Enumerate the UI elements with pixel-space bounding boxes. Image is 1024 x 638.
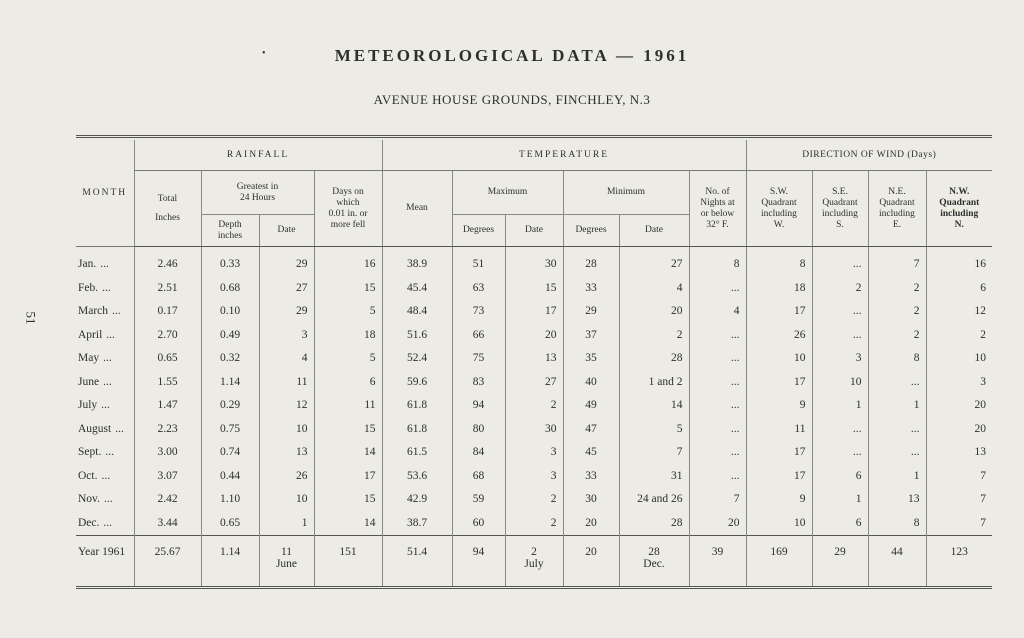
cell-mean: 61.8 — [382, 394, 452, 418]
cell-depth: 0.49 — [201, 323, 259, 347]
cell-nw: 6 — [926, 276, 992, 300]
month-leader-dots: ... — [106, 328, 115, 341]
cell-ne: 2 — [868, 276, 926, 300]
cell-nights: ... — [689, 441, 746, 465]
cell-total: 3.07 — [134, 464, 201, 488]
cell-min-degrees: 35 — [563, 347, 619, 371]
header-days-fell: Days on which 0.01 in. or more fell — [314, 171, 382, 247]
header-rainfall: RAINFALL — [134, 140, 382, 171]
month-label: March — [78, 305, 109, 318]
cell-max-degrees: 60 — [452, 511, 505, 535]
cell-mean: 61.8 — [382, 417, 452, 441]
month-leader-dots: ... — [103, 493, 113, 506]
cell-nw: 20 — [926, 417, 992, 441]
cell-depth: 0.29 — [201, 394, 259, 418]
month-leader-dots: ... — [100, 258, 109, 271]
cell-se: 2 — [812, 276, 868, 300]
year-rain-date: 11 June — [259, 535, 314, 587]
page-subtitle: AVENUE HOUSE GROUNDS, FINCHLEY, N.3 — [373, 92, 651, 107]
cell-min-date: 24 and 26 — [619, 488, 689, 512]
cell-mean: 53.6 — [382, 464, 452, 488]
table-row — [76, 300, 992, 324]
month-cell — [76, 417, 134, 441]
cell-sw: 9 — [746, 394, 812, 418]
cell-max-degrees: 94 — [452, 394, 505, 418]
cell-ne: 1 — [868, 464, 926, 488]
year-se: 29 — [812, 535, 868, 587]
cell-max-date: 2 — [505, 511, 563, 535]
table-row — [76, 417, 992, 441]
cell-max-degrees: 84 — [452, 441, 505, 465]
month-leader-dots: ... — [103, 375, 112, 388]
cell-ne: 1 — [868, 394, 926, 418]
header-mean: Mean — [382, 171, 452, 247]
month-cell — [76, 488, 134, 512]
cell-se: 6 — [812, 511, 868, 535]
cell-se: ... — [812, 417, 868, 441]
month-label: June — [78, 375, 100, 388]
cell-nw: 16 — [926, 253, 992, 277]
month-cell — [76, 441, 134, 465]
month-label: April — [78, 328, 103, 341]
header-month: MONTH — [76, 140, 134, 247]
cell-ne: 2 — [868, 323, 926, 347]
cell-days: 17 — [314, 464, 382, 488]
cell-total: 2.46 — [134, 253, 201, 277]
table-row — [76, 394, 992, 418]
cell-min-date: 4 — [619, 276, 689, 300]
month-cell — [76, 511, 134, 535]
cell-mean: 45.4 — [382, 276, 452, 300]
month-leader-dots: ... — [103, 516, 113, 529]
year-mean: 51.4 — [382, 535, 452, 587]
cell-nw: 10 — [926, 347, 992, 371]
cell-se: 1 — [812, 488, 868, 512]
cell-rain-date: 29 — [259, 253, 314, 277]
table-row — [76, 441, 992, 465]
cell-min-degrees: 30 — [563, 488, 619, 512]
header-depth: Depth inches — [201, 215, 259, 247]
cell-rain-date: 4 — [259, 347, 314, 371]
cell-max-date: 15 — [505, 276, 563, 300]
month-label: Jan. — [78, 258, 97, 271]
cell-days: 14 — [314, 511, 382, 535]
month-leader-dots: ... — [101, 399, 110, 412]
cell-min-degrees: 28 — [563, 253, 619, 277]
cell-days: 18 — [314, 323, 382, 347]
cell-max-degrees: 80 — [452, 417, 505, 441]
cell-max-date: 2 — [505, 394, 563, 418]
cell-total: 2.70 — [134, 323, 201, 347]
bullet-mark: • — [262, 48, 266, 59]
cell-depth: 0.65 — [201, 511, 259, 535]
cell-max-date: 2 — [505, 488, 563, 512]
cell-mean: 51.6 — [382, 323, 452, 347]
cell-rain-date: 10 — [259, 417, 314, 441]
cell-rain-date: 1 — [259, 511, 314, 535]
cell-nights: ... — [689, 347, 746, 371]
cell-days: 15 — [314, 417, 382, 441]
header-sw: S.W. Quadrant including W. — [746, 171, 812, 247]
cell-mean: 61.5 — [382, 441, 452, 465]
year-nw: 123 — [926, 535, 992, 587]
cell-depth: 0.44 — [201, 464, 259, 488]
cell-mean: 52.4 — [382, 347, 452, 371]
cell-min-date: 28 — [619, 511, 689, 535]
cell-min-date: 7 — [619, 441, 689, 465]
month-label: May — [78, 352, 100, 365]
header-ne: N.E. Quadrant including E. — [868, 171, 926, 247]
cell-min-date: 1 and 2 — [619, 370, 689, 394]
cell-days: 6 — [314, 370, 382, 394]
cell-min-degrees: 47 — [563, 417, 619, 441]
cell-days: 5 — [314, 347, 382, 371]
cell-max-date: 3 — [505, 464, 563, 488]
year-ne: 44 — [868, 535, 926, 587]
cell-rain-date: 27 — [259, 276, 314, 300]
cell-total: 2.23 — [134, 417, 201, 441]
month-cell — [76, 370, 134, 394]
month-leader-dots: ... — [101, 469, 111, 482]
cell-rain-date: 12 — [259, 394, 314, 418]
cell-sw: 8 — [746, 253, 812, 277]
cell-nw: 7 — [926, 488, 992, 512]
cell-sw: 10 — [746, 347, 812, 371]
cell-ne: 2 — [868, 300, 926, 324]
page-number: 51 — [23, 311, 39, 325]
header-nights: No. of Nights at or below 32° F. — [689, 171, 746, 247]
month-cell — [76, 253, 134, 277]
header-max-date: Date — [505, 215, 563, 247]
cell-nights: ... — [689, 276, 746, 300]
page-title: METEOROLOGICAL DATA — 1961 — [334, 46, 690, 65]
cell-max-degrees: 68 — [452, 464, 505, 488]
month-label: Feb. — [78, 281, 99, 294]
year-days: 151 — [314, 535, 382, 587]
cell-max-degrees: 66 — [452, 323, 505, 347]
table-row — [76, 323, 992, 347]
cell-max-date: 30 — [505, 253, 563, 277]
cell-rain-date: 26 — [259, 464, 314, 488]
cell-min-date: 20 — [619, 300, 689, 324]
cell-sw: 11 — [746, 417, 812, 441]
cell-se: 6 — [812, 464, 868, 488]
month-cell — [76, 347, 134, 371]
month-cell — [76, 464, 134, 488]
month-leader-dots: ... — [103, 352, 112, 365]
cell-nw: 12 — [926, 300, 992, 324]
cell-nw: 3 — [926, 370, 992, 394]
cell-max-date: 17 — [505, 300, 563, 324]
cell-depth: 0.33 — [201, 253, 259, 277]
cell-min-date: 28 — [619, 347, 689, 371]
cell-ne: 8 — [868, 347, 926, 371]
cell-sw: 17 — [746, 370, 812, 394]
header-max-degrees: Degrees — [452, 215, 505, 247]
cell-days: 15 — [314, 276, 382, 300]
cell-ne: ... — [868, 441, 926, 465]
cell-sw: 17 — [746, 441, 812, 465]
cell-max-date: 30 — [505, 417, 563, 441]
cell-min-degrees: 49 — [563, 394, 619, 418]
month-label: Oct. — [78, 469, 98, 482]
cell-max-degrees: 63 — [452, 276, 505, 300]
cell-depth: 0.10 — [201, 300, 259, 324]
year-min-degrees: 20 — [563, 535, 619, 587]
month-cell — [76, 323, 134, 347]
year-depth: 1.14 — [201, 535, 259, 587]
cell-min-degrees: 40 — [563, 370, 619, 394]
cell-nw: 13 — [926, 441, 992, 465]
header-nw: N.W. Quadrant including N. — [926, 171, 992, 247]
cell-max-degrees: 59 — [452, 488, 505, 512]
year-max-date: 2 July — [505, 535, 563, 587]
cell-ne: ... — [868, 370, 926, 394]
cell-nights: 20 — [689, 511, 746, 535]
cell-max-date: 27 — [505, 370, 563, 394]
cell-max-degrees: 73 — [452, 300, 505, 324]
cell-days: 16 — [314, 253, 382, 277]
header-total: Total Inches — [134, 171, 201, 247]
year-min-date: 28 Dec. — [619, 535, 689, 587]
month-leader-dots: ... — [112, 305, 121, 318]
cell-sw: 18 — [746, 276, 812, 300]
cell-min-degrees: 20 — [563, 511, 619, 535]
cell-total: 2.51 — [134, 276, 201, 300]
cell-total: 1.47 — [134, 394, 201, 418]
cell-total: 3.00 — [134, 441, 201, 465]
month-label: August — [78, 422, 112, 435]
header-rain-date: Date — [259, 215, 314, 247]
cell-depth: 0.68 — [201, 276, 259, 300]
cell-mean: 48.4 — [382, 300, 452, 324]
cell-min-date: 27 — [619, 253, 689, 277]
cell-depth: 0.32 — [201, 347, 259, 371]
table-row — [76, 347, 992, 371]
cell-mean: 59.6 — [382, 370, 452, 394]
cell-nw: 20 — [926, 394, 992, 418]
cell-nights: 4 — [689, 300, 746, 324]
cell-max-degrees: 75 — [452, 347, 505, 371]
cell-max-date: 3 — [505, 441, 563, 465]
month-leader-dots: ... — [102, 281, 111, 294]
cell-se: 3 — [812, 347, 868, 371]
cell-rain-date: 11 — [259, 370, 314, 394]
cell-min-degrees: 33 — [563, 464, 619, 488]
month-label: July — [78, 399, 98, 412]
cell-rain-date: 10 — [259, 488, 314, 512]
cell-total: 1.55 — [134, 370, 201, 394]
cell-min-date: 14 — [619, 394, 689, 418]
month-leader-dots: ... — [105, 446, 114, 459]
cell-nights: ... — [689, 323, 746, 347]
cell-ne: 8 — [868, 511, 926, 535]
cell-days: 11 — [314, 394, 382, 418]
header-minimum: Minimum — [563, 171, 689, 215]
month-cell — [76, 300, 134, 324]
cell-nights: ... — [689, 370, 746, 394]
header-min-degrees: Degrees — [563, 215, 619, 247]
month-cell — [76, 394, 134, 418]
cell-total: 0.17 — [134, 300, 201, 324]
year-sw: 169 — [746, 535, 812, 587]
cell-se: ... — [812, 323, 868, 347]
cell-nights: ... — [689, 394, 746, 418]
cell-min-degrees: 37 — [563, 323, 619, 347]
cell-total: 3.44 — [134, 511, 201, 535]
cell-max-degrees: 51 — [452, 253, 505, 277]
cell-ne: 7 — [868, 253, 926, 277]
cell-min-degrees: 33 — [563, 276, 619, 300]
header-min-date: Date — [619, 215, 689, 247]
cell-sw: 9 — [746, 488, 812, 512]
cell-nights: 8 — [689, 253, 746, 277]
cell-ne: ... — [868, 417, 926, 441]
cell-min-date: 2 — [619, 323, 689, 347]
cell-min-date: 5 — [619, 417, 689, 441]
cell-max-degrees: 83 — [452, 370, 505, 394]
year-total: 25.67 — [134, 535, 201, 587]
month-cell — [76, 276, 134, 300]
cell-rain-date: 13 — [259, 441, 314, 465]
cell-rain-date: 29 — [259, 300, 314, 324]
cell-sw: 10 — [746, 511, 812, 535]
header-temperature: TEMPERATURE — [382, 140, 746, 171]
cell-nights: ... — [689, 417, 746, 441]
cell-min-date: 31 — [619, 464, 689, 488]
month-label: Sept. — [78, 446, 102, 459]
table-row — [76, 511, 992, 535]
cell-sw: 26 — [746, 323, 812, 347]
year-total-row — [76, 535, 992, 587]
cell-nights: 7 — [689, 488, 746, 512]
cell-sw: 17 — [746, 464, 812, 488]
cell-se: ... — [812, 253, 868, 277]
cell-mean: 38.7 — [382, 511, 452, 535]
cell-se: 1 — [812, 394, 868, 418]
cell-se: ... — [812, 441, 868, 465]
cell-depth: 0.74 — [201, 441, 259, 465]
cell-nw: 7 — [926, 464, 992, 488]
cell-min-degrees: 45 — [563, 441, 619, 465]
cell-ne: 13 — [868, 488, 926, 512]
year-label: Year 1961 — [76, 535, 134, 587]
cell-se: ... — [812, 300, 868, 324]
header-maximum: Maximum — [452, 171, 563, 215]
year-nights: 39 — [689, 535, 746, 587]
cell-nights: ... — [689, 464, 746, 488]
header-wind: DIRECTION OF WIND (Days) — [746, 140, 992, 171]
cell-depth: 0.75 — [201, 417, 259, 441]
cell-mean: 42.9 — [382, 488, 452, 512]
table-row — [76, 276, 992, 300]
cell-days: 14 — [314, 441, 382, 465]
year-max-degrees: 94 — [452, 535, 505, 587]
meteorological-table — [76, 135, 992, 591]
month-label: Dec. — [78, 516, 100, 529]
cell-mean: 38.9 — [382, 253, 452, 277]
table-row — [76, 370, 992, 394]
cell-days: 5 — [314, 300, 382, 324]
cell-sw: 17 — [746, 300, 812, 324]
cell-rain-date: 3 — [259, 323, 314, 347]
cell-depth: 1.10 — [201, 488, 259, 512]
cell-nw: 7 — [926, 511, 992, 535]
cell-nw: 2 — [926, 323, 992, 347]
cell-se: 10 — [812, 370, 868, 394]
cell-depth: 1.14 — [201, 370, 259, 394]
header-greatest: Greatest in 24 Hours — [201, 171, 314, 215]
month-leader-dots: ... — [115, 422, 124, 435]
cell-max-date: 13 — [505, 347, 563, 371]
cell-min-degrees: 29 — [563, 300, 619, 324]
cell-max-date: 20 — [505, 323, 563, 347]
cell-total: 0.65 — [134, 347, 201, 371]
table-row — [76, 464, 992, 488]
cell-days: 15 — [314, 488, 382, 512]
month-label: Nov. — [78, 493, 100, 506]
header-se: S.E. Quadrant including S. — [812, 171, 868, 247]
table-row — [76, 488, 992, 512]
table-row — [76, 253, 992, 277]
cell-total: 2.42 — [134, 488, 201, 512]
